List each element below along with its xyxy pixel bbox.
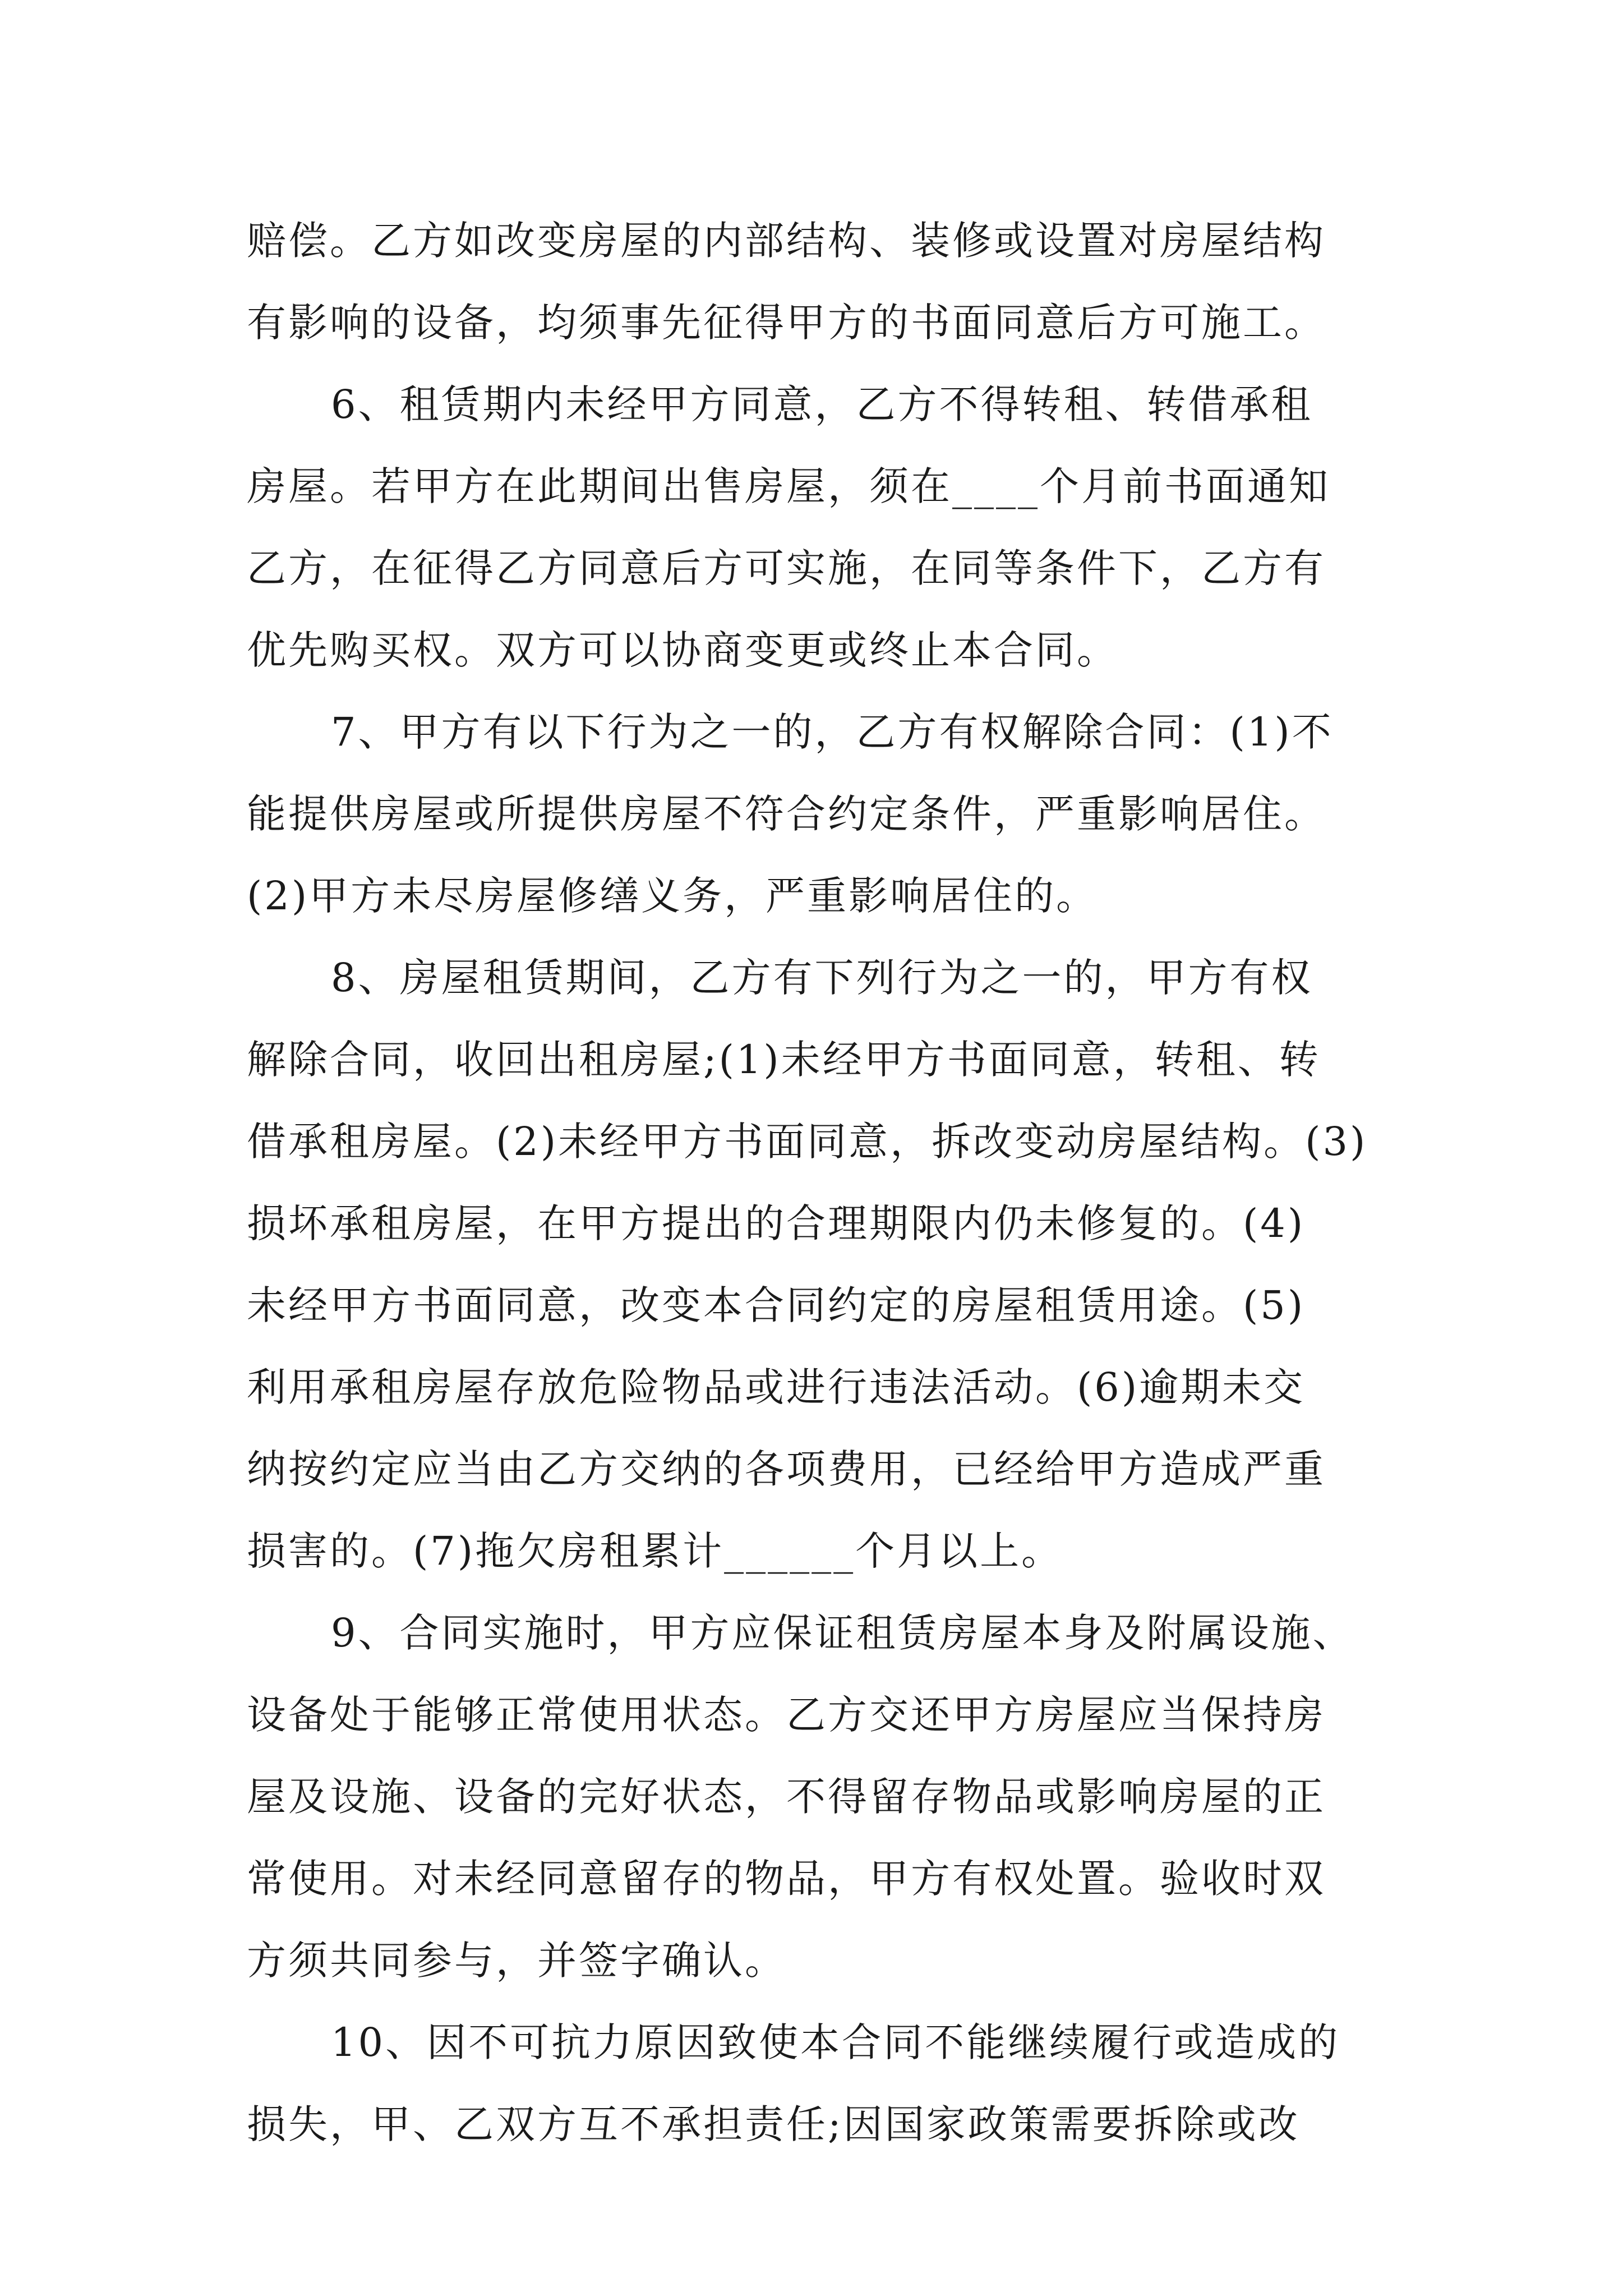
text-line: 乙方，在征得乙方同意后方可实施，在同等条件下，乙方有 [247,545,1326,591]
text-line: 赔偿。乙方如改变房屋的内部结构、装修或设置对房屋结构 [247,218,1326,264]
clause-8-start: 8、房屋租赁期间，乙方有下列行为之一的，甲方有权 [331,955,1313,1001]
text-line: 未经甲方书面同意，改变本合同约定的房屋租赁用途。(5) [247,1282,1306,1328]
text-line: 方须共同参与，并签字确认。 [247,1938,786,1984]
clause-6-start: 6、租赁期内未经甲方同意，乙方不得转租、转借承租 [331,381,1313,427]
text-line: 利用承租房屋存放危险物品或进行违法活动。(6)逾期未交 [247,1364,1306,1410]
text-line: 房屋。若甲方在此期间出售房屋，须在____个月前书面通知 [247,463,1330,509]
clause-10-start: 10、因不可抗力原因致使本合同不能继续履行或造成的 [331,2019,1340,2065]
text-line: 屋及设施、设备的完好状态，不得留存物品或影响房屋的正 [247,1774,1326,1820]
text-line: 损害的。(7)拖欠房租累计______个月以上。 [247,1528,1063,1574]
contract-text [247,200,1402,2165]
text-line: (2)甲方未尽房屋修缮义务，严重影响居住的。 [247,873,1098,919]
clause-7-start: 7、甲方有以下行为之一的，乙方有权解除合同：(1)不 [331,709,1334,755]
text-line: 优先购买权。双方可以协商变更或终止本合同。 [247,627,1118,673]
text-line: 损坏承租房屋，在甲方提出的合理期限内仍未修复的。(4) [247,1200,1306,1246]
text-line: 常使用。对未经同意留存的物品，甲方有权处置。验收时双 [247,1856,1326,1902]
text-line: 设备处于能够正常使用状态。乙方交还甲方房屋应当保持房 [247,1692,1326,1738]
text-line: 解除合同，收回出租房屋;(1)未经甲方书面同意，转租、转 [247,1037,1321,1083]
text-line: 有影响的设备，均须事先征得甲方的书面同意后方可施工。 [247,300,1326,346]
text-line: 纳按约定应当由乙方交纳的各项费用，已经给甲方造成严重 [247,1446,1326,1492]
text-line: 损失，甲、乙双方互不承担责任;因国家政策需要拆除或改 [247,2101,1300,2147]
text-line: 借承租房屋。(2)未经甲方书面同意，拆改变动房屋结构。(3) [247,1119,1368,1165]
text-line: 能提供房屋或所提供房屋不符合约定条件，严重影响居住。 [247,791,1326,837]
clause-9-start: 9、合同实施时，甲方应保证租赁房屋本身及附属设施、 [331,1610,1354,1656]
